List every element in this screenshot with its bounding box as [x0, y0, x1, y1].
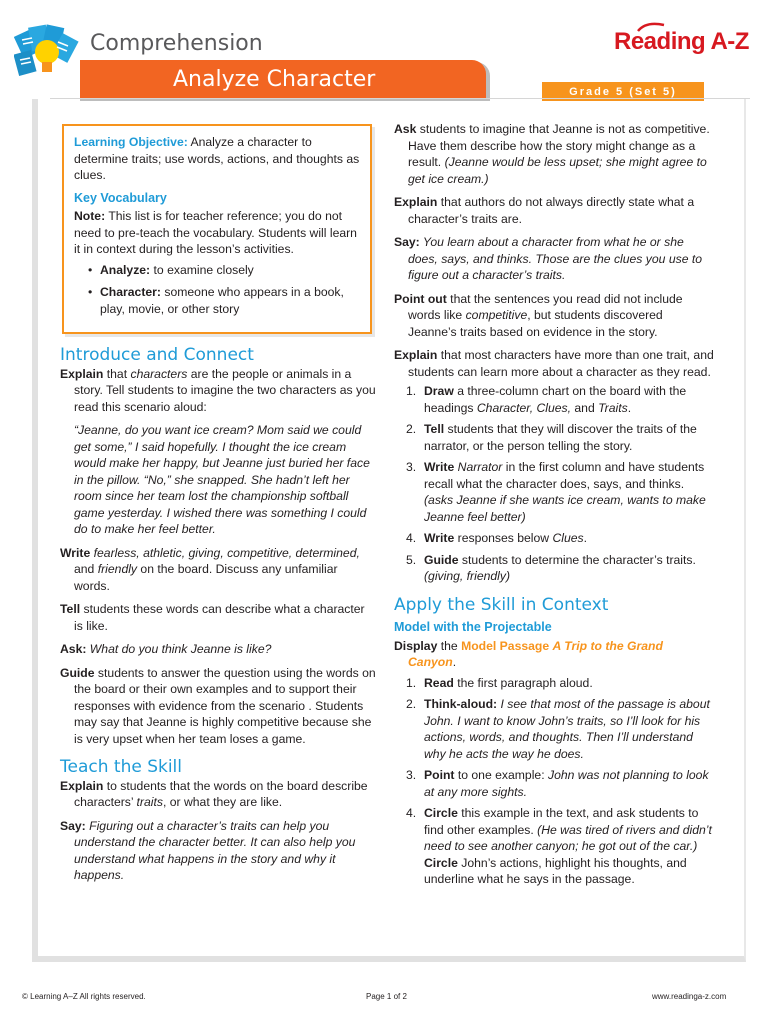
- paragraph: Tell students these words can describe what a character is like.: [60, 602, 365, 633]
- learning-objective: Learning Objective: Analyze a character to determine traits; use words, actions, and thoughts as clues.: [74, 135, 360, 182]
- model-passage-link[interactable]: Model Passage A Trip to the Grand Canyon: [408, 638, 663, 669]
- list-item: 1. Read the first paragraph aloud.: [406, 675, 593, 690]
- right-column: [394, 121, 714, 894]
- key-vocabulary-heading: Key Vocabulary: [74, 190, 167, 205]
- copyright: © Learning A–Z All rights reserved.: [22, 992, 146, 1001]
- list-item: 4. Write responses below Clues.: [406, 531, 588, 545]
- paragraph: Explain that characters are the people or animals in a story. Tell students to imagine the two characters as you read this scenario aloud:: [60, 366, 376, 414]
- scenario-quote: “Jeanne, do you want ice cream? Mom said we could get some,” I said hopefully. I thought the ice cream would make her happy, but Jeanne just buried her face in the pillow. “No,” she snapped. She hadn’t left her room since her team lost the championship softball game yesterday. I wished there was something I could do to make her feel better.: [74, 423, 370, 536]
- introduce-heading: Introduce and Connect: [60, 345, 254, 365]
- paragraph: Explain that most characters have more than one trait, and students can learn more about a character as they read.: [394, 348, 714, 379]
- list-item: 2. Think-aloud: I see that most of the passage is about John. I want to know John’s traits, so I’ll look for his actions, words, and thoughts. Then I’ll understand why he acts the way he does.: [406, 697, 710, 761]
- teach-heading: Teach the Skill: [60, 757, 183, 777]
- paragraph: Point out that the sentences you read did not include words like competitive, but students discovered Jeanne’s traits based on evidence in the story.: [394, 291, 683, 339]
- apply-heading: Apply the Skill in Context: [394, 594, 609, 615]
- list-item: 1. Draw a three-column chart on the board with the headings Character, Clues, and Traits.: [406, 384, 687, 415]
- page-number: Page 1 of 2: [366, 992, 407, 1001]
- paragraph: Write fearless, athletic, giving, competitive, determined, and friendly on the board. Discuss any unfamiliar words.: [60, 545, 360, 593]
- steps-list: [394, 383, 714, 585]
- list-item: 5. Guide students to determine the character’s traits. (giving, friendly): [406, 552, 696, 583]
- model-steps-list: [394, 675, 714, 888]
- paragraph: Ask students to imagine that Jeanne is not as competitive. Have them describe how the story might change as a result. (Jeanne would be less upset; she might agree to get ice cream.): [394, 122, 710, 186]
- comprehension-lightbulb-icon: [14, 22, 80, 88]
- grade-badge: Grade 5 (Set 5): [542, 82, 704, 101]
- paragraph: Display the Model Passage A Trip to the Grand Canyon.: [394, 638, 663, 669]
- paragraph: Explain to students that the words on the board describe characters’ traits, or what they are like.: [60, 778, 368, 809]
- paragraph: Say: You learn about a character from what he or she does, says, and thinks. Those are the clues you use to figure out a character’s traits.: [394, 235, 703, 282]
- page-title: Analyze Character: [173, 67, 376, 92]
- list-item: 3. Point to one example: John was not planning to look at any more sights.: [406, 768, 709, 799]
- left-column: [60, 347, 376, 891]
- section-label: Comprehension: [90, 31, 263, 56]
- vocab-list: [88, 262, 360, 318]
- vocab-note: Note: This list is for teacher reference; you do not need to pre-teach the vocabulary. Students will learn it in context during the lesson’s activities.: [74, 209, 357, 256]
- list-item: • Character: someone who appears in a book, play, movie, or other story: [88, 284, 360, 317]
- list-item: 3. Write Narrator in the first column and have students recall what the character does, says, and thinks. (asks Jeanne if she wants ice cream, wants to make Jeanne feel better): [406, 460, 706, 524]
- website-link[interactable]: www.readinga-z.com: [652, 992, 727, 1001]
- model-heading: Model with the Projectable: [394, 620, 552, 634]
- paragraph: Explain that authors do not always directly state what a character’s traits are.: [394, 195, 695, 226]
- learning-objective-box: [62, 124, 372, 334]
- paragraph: Ask: What do you think Jeanne is like?: [60, 642, 272, 656]
- paragraph: Guide students to answer the question using the words on the board or their own examples and to support their responses with evidence from the scenario . Students may say that Jeanne is highly competitive because she is very upset when her team loses a game.: [60, 665, 376, 746]
- reading-az-logo: Reading A-Z: [614, 28, 749, 55]
- logo-swoosh-icon: [636, 20, 666, 32]
- list-item: • Analyze: to examine closely: [88, 262, 360, 279]
- list-item: 2. Tell students that they will discover the traits of the narrator, or the person telling the story.: [406, 422, 697, 453]
- paragraph: Say: Figuring out a character’s traits can help you understand the character better. It can also help you understand what happens in the story and why it happens.: [60, 818, 356, 882]
- list-item: 4. Circle this example in the text, and ask students to find other examples. (He was tired of rivers and didn’t need to see another canyon; he got out of the car.) Circle John’s actions, highlight his thoughts, and underline what he says in the passage.: [406, 806, 712, 886]
